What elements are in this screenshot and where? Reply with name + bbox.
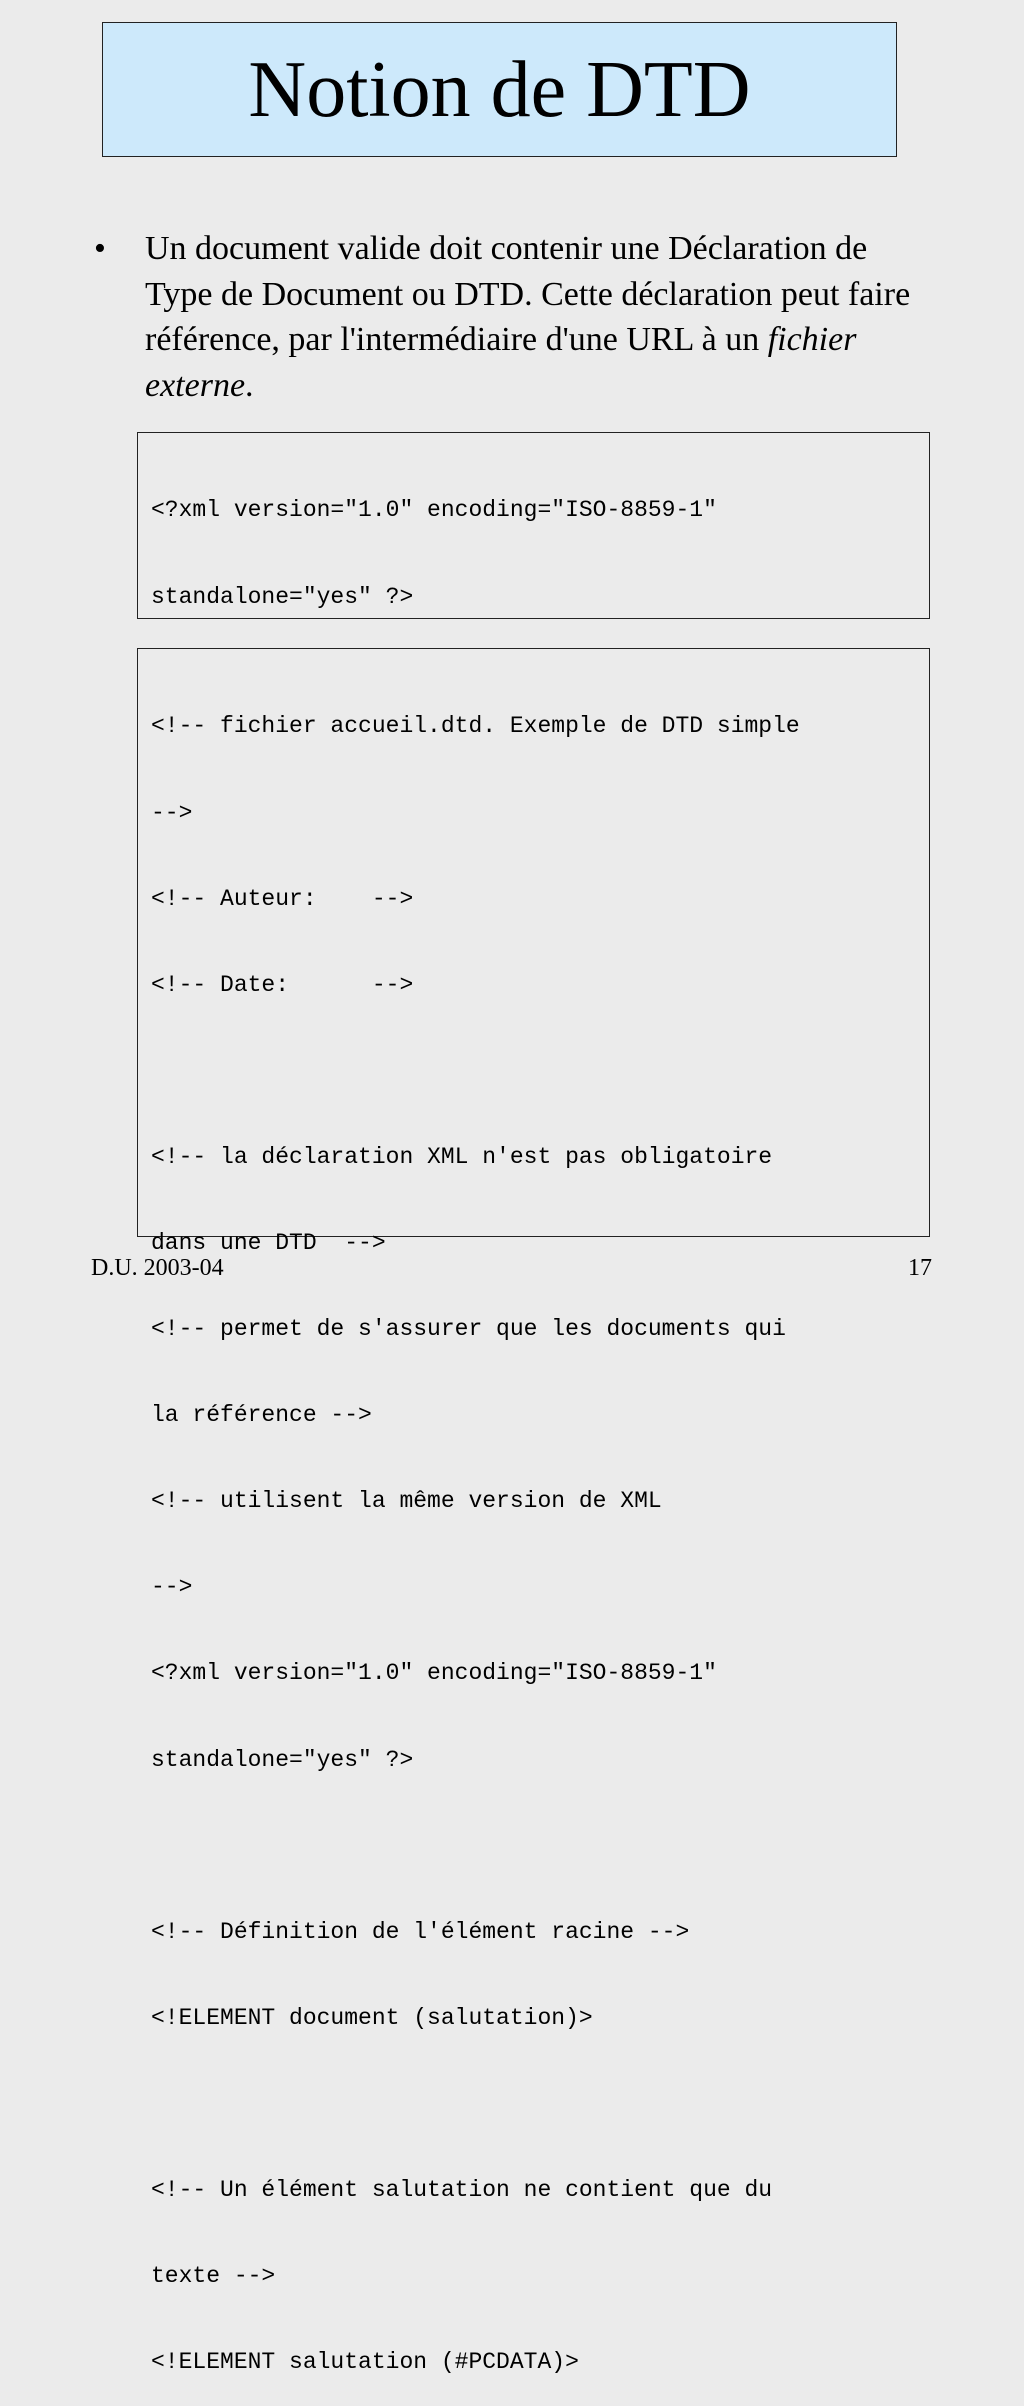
code-line: <!-- Date: --> [151, 971, 414, 998]
code-line: --> [151, 1574, 193, 1601]
code-line: standalone="yes" ?> [151, 1746, 414, 1773]
code-line: <?xml version="1.0" encoding="ISO-8859-1" [151, 1660, 717, 1687]
bullet-symbol: • [94, 230, 106, 267]
xml-code-box [137, 432, 930, 619]
footer-page-number: 17 [908, 1255, 932, 1281]
code-line: <?xml version="1.0" encoding="ISO-8859-1" [151, 497, 717, 524]
bullet-text-end: . [245, 366, 254, 404]
page-title: Notion de DTD [248, 45, 751, 134]
code-line: <!-- Auteur: --> [151, 885, 414, 912]
code-line: dans une DTD --> [151, 1229, 386, 1256]
code-line: <!-- fichier accueil.dtd. Exemple de DTD simple [151, 713, 800, 740]
code-line: <!-- permet de s'assurer que les documents qui [151, 1316, 786, 1343]
code-line: standalone="yes" ?> [151, 583, 414, 610]
code-line: <!-- Un élément salutation ne contient que du [151, 2177, 773, 2203]
code-line-blank [151, 1057, 916, 1086]
title-box [102, 22, 897, 157]
code-line: texte --> [151, 2263, 276, 2290]
code-line: <!-- utilisent la même version de XML [151, 1488, 662, 1515]
code-line: <!ELEMENT document (salutation)> [151, 2004, 593, 2031]
code-line-blank [151, 1832, 916, 1861]
bullet-text [145, 226, 924, 408]
code-line: la référence --> [151, 1402, 372, 1429]
code-line: <!-- Définition de l'élément racine --> [151, 1918, 690, 1945]
code-line: <!-- la déclaration XML n'est pas obligatoire [151, 1143, 773, 1170]
code-line-blank [151, 2090, 916, 2119]
code-line: --> [151, 799, 193, 826]
bullet-emphasis: fichier externe [145, 321, 857, 404]
bullet-paragraph [94, 226, 924, 408]
bullet-text-main: Un document valide doit contenir une Déclaration de Type de Document ou DTD. Cette déclaration peut faire référence, par l'intermédiaire d'une URL à un [145, 230, 911, 358]
code-line: <!ELEMENT salutation (#PCDATA)> [151, 2349, 579, 2376]
footer-course-label: D.U. 2003-04 [91, 1255, 224, 1281]
